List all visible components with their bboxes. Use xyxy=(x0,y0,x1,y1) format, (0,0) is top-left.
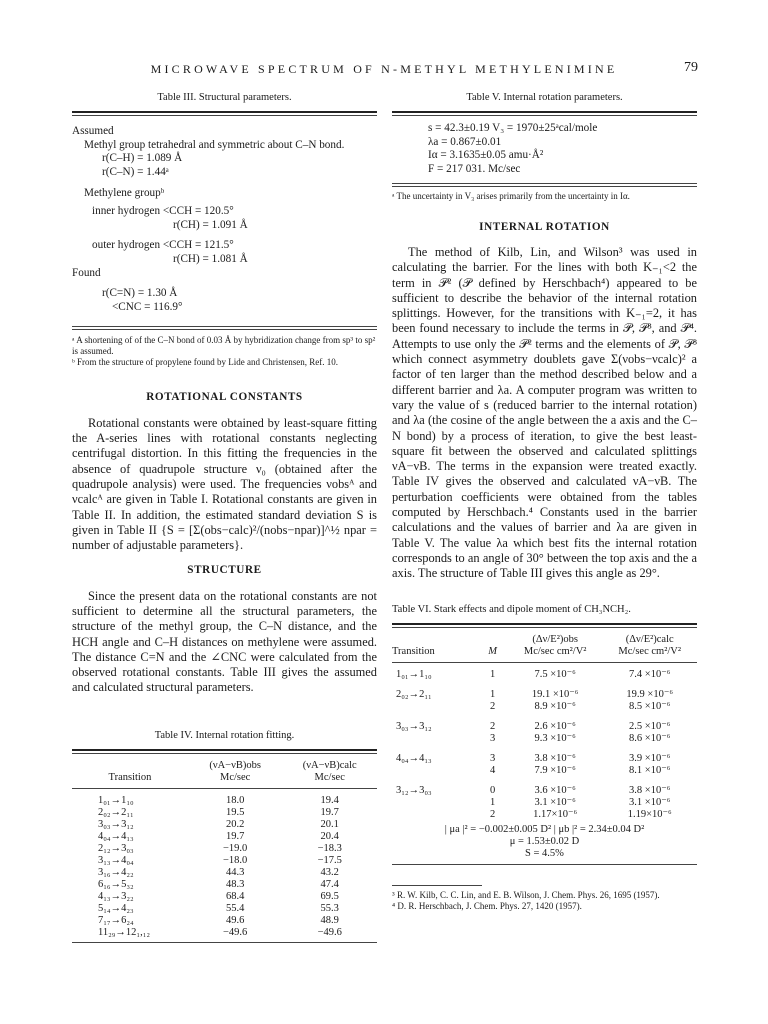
table-row xyxy=(392,669,697,681)
column-header: Transition xyxy=(108,772,152,784)
m-cell: 1 xyxy=(490,668,496,680)
table-vi-body xyxy=(392,669,697,821)
calc-cell: 20.4 xyxy=(320,831,339,843)
calc-cell: 3.9 ×10⁻⁶ xyxy=(629,752,671,764)
table-row xyxy=(72,819,377,831)
calc-cell: −49.6 xyxy=(317,927,342,939)
structure-paragraph: Since the present data on the rotational constants are not sufficient to determine all the structural parameters, the structure of the methyl group, the C–N distance, and the HCH angle and C–H distances on methylene were assumed. The distance C=N and the ∠CNC were calculated from the observed rotational constants. Table III gives the assumed and calculated structural parameters. xyxy=(72,588,377,695)
table-iv xyxy=(72,728,377,943)
transition-cell: 4₀₄→4₁₃ xyxy=(98,831,134,843)
obs-cell: 3.1 ×10⁻⁶ xyxy=(534,796,576,808)
m-cell: 3 xyxy=(490,752,496,764)
table-row xyxy=(72,855,377,867)
calc-cell: −17.5 xyxy=(317,855,342,867)
left-column xyxy=(72,90,377,943)
m-cell: 3 xyxy=(490,732,496,744)
table-vi-summary xyxy=(392,824,697,860)
table-rule xyxy=(72,942,377,943)
transition-cell: 4₁₃→3₂₂ xyxy=(98,891,134,903)
column-header: M xyxy=(488,645,498,657)
table-row xyxy=(72,879,377,891)
table-row xyxy=(392,681,697,701)
obs-cell: 19.7 xyxy=(225,831,245,843)
table-vi-header xyxy=(392,634,697,658)
calc-cell: 2.5 ×10⁻⁶ xyxy=(629,720,671,732)
obs-cell: 19.5 xyxy=(225,807,245,819)
transition-cell xyxy=(392,701,477,713)
table-v-line: Iα = 3.1635±0.05 amu·Å² xyxy=(428,149,544,162)
table-rule xyxy=(392,111,697,113)
obs-cell: −19.0 xyxy=(223,843,248,855)
table-rule xyxy=(392,115,697,116)
table-rule xyxy=(392,183,697,184)
reference-4: ⁴ D. R. Herschbach, J. Chem. Phys. 27, 1420 (1957). xyxy=(392,900,582,911)
table-row xyxy=(392,701,697,713)
table-row xyxy=(392,777,697,797)
table-rule xyxy=(392,186,697,187)
calc-cell: 8.6 ×10⁻⁶ xyxy=(629,732,671,744)
table-iii-line: <CNC = 116.9° xyxy=(112,300,183,313)
table-v-line: F = 217 031. Mc/sec xyxy=(428,163,521,176)
transition-cell: 3₀₃→3₁₂ xyxy=(98,819,134,831)
calc-cell: 19.4 xyxy=(320,795,339,807)
calc-cell: 20.1 xyxy=(320,819,339,831)
transition-cell: 6₁₆→5₃₂ xyxy=(98,879,134,891)
transition-cell: 3₀₃→3₁₂ xyxy=(396,720,432,732)
obs-cell: 48.3 xyxy=(225,879,245,891)
table-iii-body xyxy=(72,125,377,314)
section-heading-rotational: ROTATIONAL CONSTANTS xyxy=(146,391,303,404)
obs-cell: 68.4 xyxy=(225,891,245,903)
section-heading-internal-rotation: INTERNAL ROTATION xyxy=(479,220,610,233)
m-cell: 2 xyxy=(490,808,496,820)
obs-cell: 49.6 xyxy=(225,915,245,927)
table-row xyxy=(72,927,377,939)
table-row xyxy=(392,765,697,777)
m-cell: 1 xyxy=(490,688,496,700)
table-v-line: s = 42.3±0.19 V₃ = 1970±25ᵃcal/mole xyxy=(428,122,598,135)
column-header: Mc/sec xyxy=(220,772,251,784)
table-row xyxy=(72,891,377,903)
table-row xyxy=(392,713,697,733)
transition-cell: 3₁₂→3₀₃ xyxy=(396,784,432,796)
m-cell: 2 xyxy=(490,720,496,732)
table-v-line: λa = 0.867±0.01 xyxy=(428,135,502,148)
obs-cell: 9.3 ×10⁻⁶ xyxy=(534,732,576,744)
column-header: Transition xyxy=(392,645,435,657)
table-rule xyxy=(392,864,697,865)
table-row xyxy=(72,903,377,915)
calc-cell: 19.9 ×10⁻⁶ xyxy=(626,688,674,700)
table-iii-line: r(CH) = 1.081 Å xyxy=(173,253,248,266)
obs-cell: 1.17×10⁻⁶ xyxy=(533,808,578,820)
table-rule xyxy=(72,749,377,751)
right-column xyxy=(392,90,697,912)
obs-cell: 55.4 xyxy=(225,903,245,915)
transition-cell: 5₁₄→4₂₃ xyxy=(98,903,134,915)
page-number: 79 xyxy=(684,60,698,75)
obs-cell: 3.6 ×10⁻⁶ xyxy=(534,784,576,796)
obs-cell: 20.2 xyxy=(225,819,245,831)
table-iii-line: Methyl group tetrahedral and symmetric about C–N bond. xyxy=(84,138,345,151)
table-rule xyxy=(72,329,377,330)
calc-cell: 7.4 ×10⁻⁶ xyxy=(629,668,671,680)
transition-cell xyxy=(392,765,477,777)
table-row xyxy=(392,733,697,745)
footnote-rule xyxy=(392,885,482,886)
table-v-body xyxy=(392,122,697,176)
table-iii-line: r(C–H) = 1.089 Å xyxy=(102,152,183,165)
calc-cell: 43.2 xyxy=(320,867,339,879)
table-v-caption: Table V. Internal rotation parameters. xyxy=(466,92,623,103)
footnote: ᵇ From the structure of propylene found by Lide and Christensen, Ref. 10. xyxy=(72,357,338,368)
reference-3: ³ R. W. Kilb, C. C. Lin, and E. B. Wilson, J. Chem. Phys. 26, 1695 (1957). xyxy=(392,889,660,900)
calc-cell: 1.19×10⁻⁶ xyxy=(627,808,672,820)
calc-cell: 47.4 xyxy=(320,879,339,891)
table-rule xyxy=(72,115,377,116)
obs-cell: 7.9 ×10⁻⁶ xyxy=(534,764,576,776)
transition-cell: 3₁₃→4₀₄ xyxy=(98,855,134,867)
table-iii-line: Found xyxy=(72,266,101,279)
column-header: (Δν/E²)calc xyxy=(625,633,674,645)
table-rule xyxy=(392,623,697,625)
calc-cell: 19.7 xyxy=(320,807,339,819)
table-iii xyxy=(72,90,377,368)
standard-deviation: S = 4.5% xyxy=(525,847,564,859)
m-cell: 2 xyxy=(490,700,496,712)
section-heading-structure: STRUCTURE xyxy=(187,564,262,577)
column-header: Mc/sec cm²/V² xyxy=(618,645,681,657)
calc-cell: 3.1 ×10⁻⁶ xyxy=(629,796,671,808)
table-iii-caption: Table III. Structural parameters. xyxy=(157,92,292,103)
transition-cell: 11₂₉→12₁,₁₂ xyxy=(98,927,151,939)
obs-cell: 7.5 ×10⁻⁶ xyxy=(534,668,576,680)
running-title: MICROWAVE SPECTRUM OF N-METHYL METHYLENIMINE xyxy=(150,62,618,76)
m-cell: 1 xyxy=(490,796,496,808)
transition-cell xyxy=(392,809,477,821)
table-row xyxy=(392,745,697,765)
table-rule xyxy=(72,326,377,327)
table-iv-header xyxy=(72,760,377,784)
dipole-components: | μa |² = −0.002±0.005 D² | μb |² = 2.34±0.04 D² xyxy=(444,823,645,835)
column-header: Mc/sec xyxy=(314,772,345,784)
column-header: (νA−νB)calc xyxy=(302,760,357,772)
footnote: ᵃ The uncertainty in V₃ arises primarily from the uncertainty in Iα. xyxy=(392,190,630,201)
calc-cell: 8.1 ×10⁻⁶ xyxy=(629,764,671,776)
table-row xyxy=(392,797,697,809)
table-row xyxy=(72,867,377,879)
table-iv-caption: Table IV. Internal rotation fitting. xyxy=(154,729,295,741)
obs-cell: 19.1 ×10⁻⁶ xyxy=(531,688,579,700)
calc-cell: 3.8 ×10⁻⁶ xyxy=(629,784,671,796)
table-row xyxy=(72,795,377,807)
table-rule xyxy=(72,111,377,113)
dipole-total: μ = 1.53±0.02 D xyxy=(509,835,580,847)
table-iii-line: outer hydrogen <CCH = 121.5° xyxy=(92,239,234,252)
table-iii-line: r(C=N) = 1.30 Å xyxy=(102,287,178,300)
transition-cell: 7₁₇→6₂₄ xyxy=(98,915,134,927)
table-rule xyxy=(392,627,697,628)
obs-cell: −49.6 xyxy=(223,927,248,939)
table-v xyxy=(392,90,697,202)
rotational-paragraph: Rotational constants were obtained by least-square fitting the A-series lines with rotational constants neglecting centrifugal distortion. In this fitting the frequencies in the absence of quadrupole structure ν₀ (obtained after the quadrupole analysis) were used. The frequencies νobsᴬ and νcalcᴬ are given in Table I. Rotational constants are given in Table II. In addition, the estimated standard deviation S is given in Table II {S = [Σ(obs−calc)²/(nobs−npar)]^½ npar = number of adjustable parameters}. xyxy=(72,415,377,553)
obs-cell: −18.0 xyxy=(223,855,248,867)
table-row xyxy=(72,843,377,855)
transition-cell: 4₀₄→4₁₃ xyxy=(396,752,432,764)
transition-cell: 2₀₂→2₁₁ xyxy=(396,688,432,700)
table-iii-line: Assumed xyxy=(72,125,114,138)
transition-cell: 1₀₁→1₁₀ xyxy=(396,668,432,680)
obs-cell: 18.0 xyxy=(225,795,245,807)
table-iii-line: inner hydrogen <CCH = 120.5° xyxy=(92,205,234,218)
calc-cell: −18.3 xyxy=(317,843,342,855)
internal-rotation-paragraph: The method of Kilb, Lin, and Wilson³ was used in calculating the barrier. For the lines with both K₋₁<2 the term in 𝒫² (𝒫 defined by Herschbach⁴) appeared to be sufficient to describe the behavior of the internal rotation splittings. However, for the transitions with K₋₁=2, it has been found necessary to include the terms in 𝒫, 𝒫³, and 𝒫⁴. Attempts to use only the 𝒫² terms and the elements of 𝒫, 𝒫³ which connect asymmetry doublets gave Σ(νobs−νcalc)² a factor of ten larger than the method described below and a different barrier and λa. A computer program was written to vary the value of s (reduced barrier to the internal rotation) and λa (the cosine of the angle between the a axis and the C–N bond) by a process of iteration, to give the best least-square fit between the observed and calculated splittings νA−νB. The terms in the expansion were treated exactly. Table IV gives the observed and calculated νA−νB. The perturbation coefficients were obtained from the tables computed by Herschbach.⁴ Constants used in the barrier calculations and the values of barrier and λa are given in Table V. The value λa which best fits the internal rotation corresponds to an angle of 30° between the top axis and the a axis. The structure of Table III gives this angle as 29°. xyxy=(392,244,697,581)
table-rule xyxy=(392,662,697,663)
transition-cell: 2₁₂→3₀₃ xyxy=(98,843,134,855)
obs-cell: 2.6 ×10⁻⁶ xyxy=(534,720,576,732)
table-row xyxy=(72,831,377,843)
m-cell: 4 xyxy=(490,764,496,776)
footnote: ᵃ A shortening of of the C–N bond of 0.03 Å by hybridization change from sp³ to sp² is assumed. xyxy=(72,335,376,357)
table-iii-footnotes xyxy=(72,335,377,368)
references xyxy=(392,890,697,912)
table-vi xyxy=(392,602,697,865)
calc-cell: 8.5 ×10⁻⁶ xyxy=(629,700,671,712)
table-rule xyxy=(72,753,377,754)
transition-cell: 2₀₂→2₁₁ xyxy=(98,807,134,819)
running-header xyxy=(70,62,698,80)
obs-cell: 8.9 ×10⁻⁶ xyxy=(534,700,576,712)
obs-cell: 44.3 xyxy=(225,867,245,879)
column-header: (νA−νB)obs xyxy=(209,760,261,772)
calc-cell: 69.5 xyxy=(320,891,339,903)
obs-cell: 3.8 ×10⁻⁶ xyxy=(534,752,576,764)
table-iv-body xyxy=(72,795,377,939)
column-header: Mc/sec cm²/V² xyxy=(523,645,587,657)
transition-cell: 3₁₆→4₂₂ xyxy=(98,867,134,879)
transition-cell xyxy=(392,733,477,745)
calc-cell: 55.3 xyxy=(320,903,339,915)
column-header: (Δν/E²)obs xyxy=(532,633,578,645)
transition-cell: 1₀₁→1₁₀ xyxy=(98,795,134,807)
table-row xyxy=(72,807,377,819)
table-row xyxy=(72,915,377,927)
transition-cell xyxy=(392,797,477,809)
table-vi-caption: Table VI. Stark effects and dipole moment of CH₃NCH₂. xyxy=(392,603,631,615)
table-rule xyxy=(72,788,377,789)
table-iii-line: Methylene groupᵇ xyxy=(84,186,165,199)
calc-cell: 48.9 xyxy=(320,915,339,927)
table-iii-line: r(CH) = 1.091 Å xyxy=(173,218,248,231)
m-cell: 0 xyxy=(490,784,496,796)
table-row xyxy=(392,809,697,821)
table-iii-line: r(C–N) = 1.44ᵃ xyxy=(102,166,169,179)
